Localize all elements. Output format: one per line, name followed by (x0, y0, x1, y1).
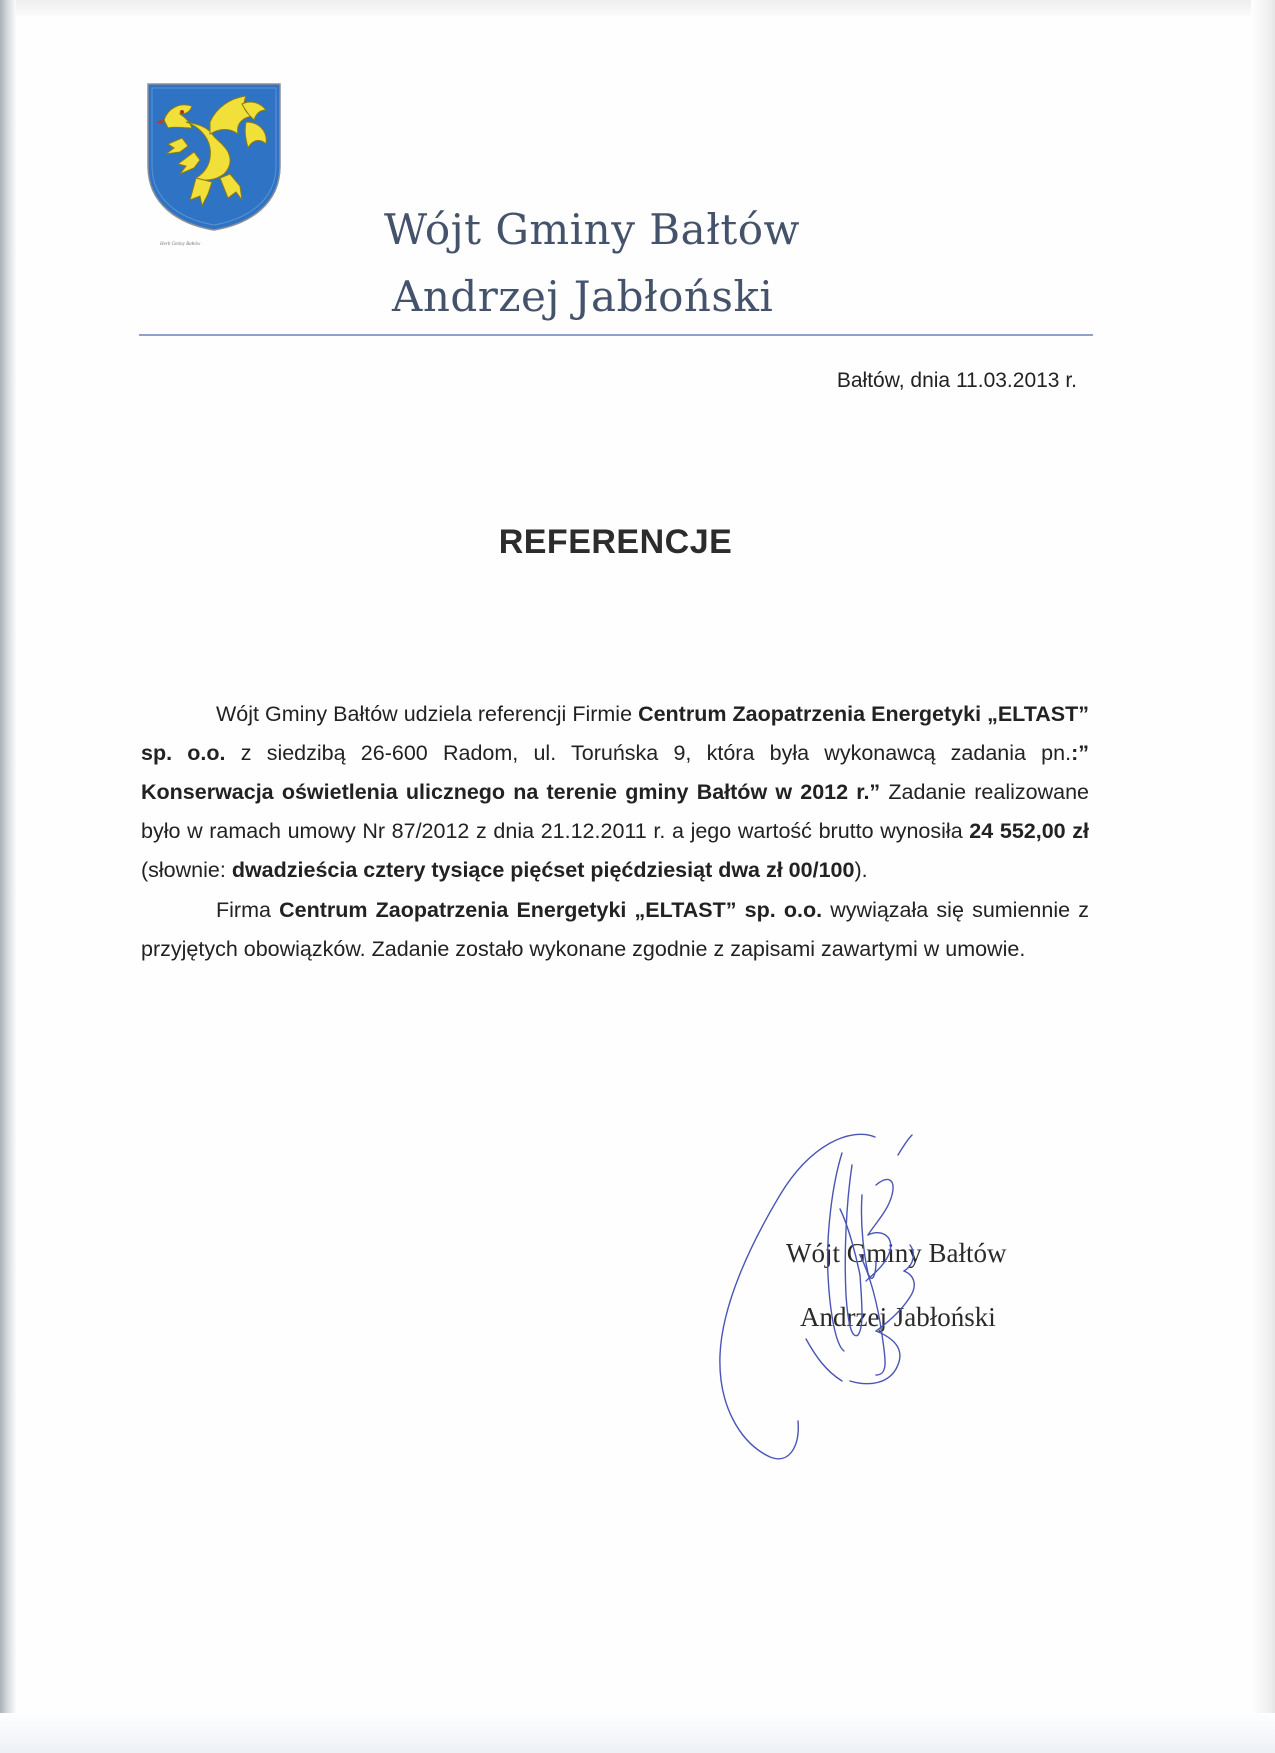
document-date: Bałtów, dnia 11.03.2013 r. (836, 369, 1077, 392)
p1-amount: 24 552,00 zł (969, 819, 1089, 843)
document-body (141, 695, 1089, 969)
body-paragraph-1 (141, 695, 1089, 890)
p1-text-3: Zadanie realizowane było w ramach umowy Nr 87/2012 z dnia 21.12.2011 r. a jego wartość brutto wynosiła (141, 780, 1089, 843)
body-paragraph-2 (141, 891, 1089, 969)
scan-shadow-top (0, 0, 1275, 16)
p1-text-5: ). (854, 858, 868, 882)
scan-shadow-right (1251, 0, 1275, 1753)
signature-stamp-title: Wójt Gminy Bałtów (786, 1238, 1007, 1268)
coat-of-arms-motto: Herb Gminy Bałtów (160, 242, 201, 247)
header-divider (139, 334, 1093, 336)
handwritten-signature-icon (700, 1125, 1000, 1465)
scan-shadow-bottom (0, 1713, 1275, 1753)
p1-amount-words: dwadzieścia cztery tysiące pięćset pięćdziesiąt dwa zł 00/100 (231, 858, 855, 882)
header-title: Wójt Gminy Bałtów (384, 205, 800, 254)
p1-text-4: (słownie: (141, 858, 232, 882)
p1-task-name: :” Konserwacja oświetlenia ulicznego na terenie gminy Bałtów w 2012 r.” (141, 741, 1089, 804)
p2-text-2: wywiązała się sumiennie z przyjętych obowiązków. Zadanie zostało wykonane zgodnie z zapisami zawartymi w umowie. (141, 898, 1089, 961)
p1-text-1: Wójt Gminy Bałtów udziela referencji Firmie (216, 702, 639, 726)
document-title: REFERENCJE (498, 523, 733, 561)
scan-shadow-left (0, 0, 16, 1753)
p2-text-1: Firma (216, 898, 280, 922)
p1-company-name: Centrum Zaopatrzenia Energetyki „ELTAST” sp. o.o. (141, 702, 1089, 765)
coat-of-arms-dragon-icon (146, 82, 282, 232)
p2-company-name: Centrum Zaopatrzenia Energetyki „ELTAST” sp. o.o. (279, 898, 823, 922)
header-name: Andrzej Jabłoński (392, 272, 774, 321)
signature-stamp-name: Andrzej Jabłoński (800, 1302, 996, 1332)
p1-text-2: z siedzibą 26-600 Radom, ul. Toruńska 9, która była wykonawcą zadania pn. (225, 741, 1072, 765)
